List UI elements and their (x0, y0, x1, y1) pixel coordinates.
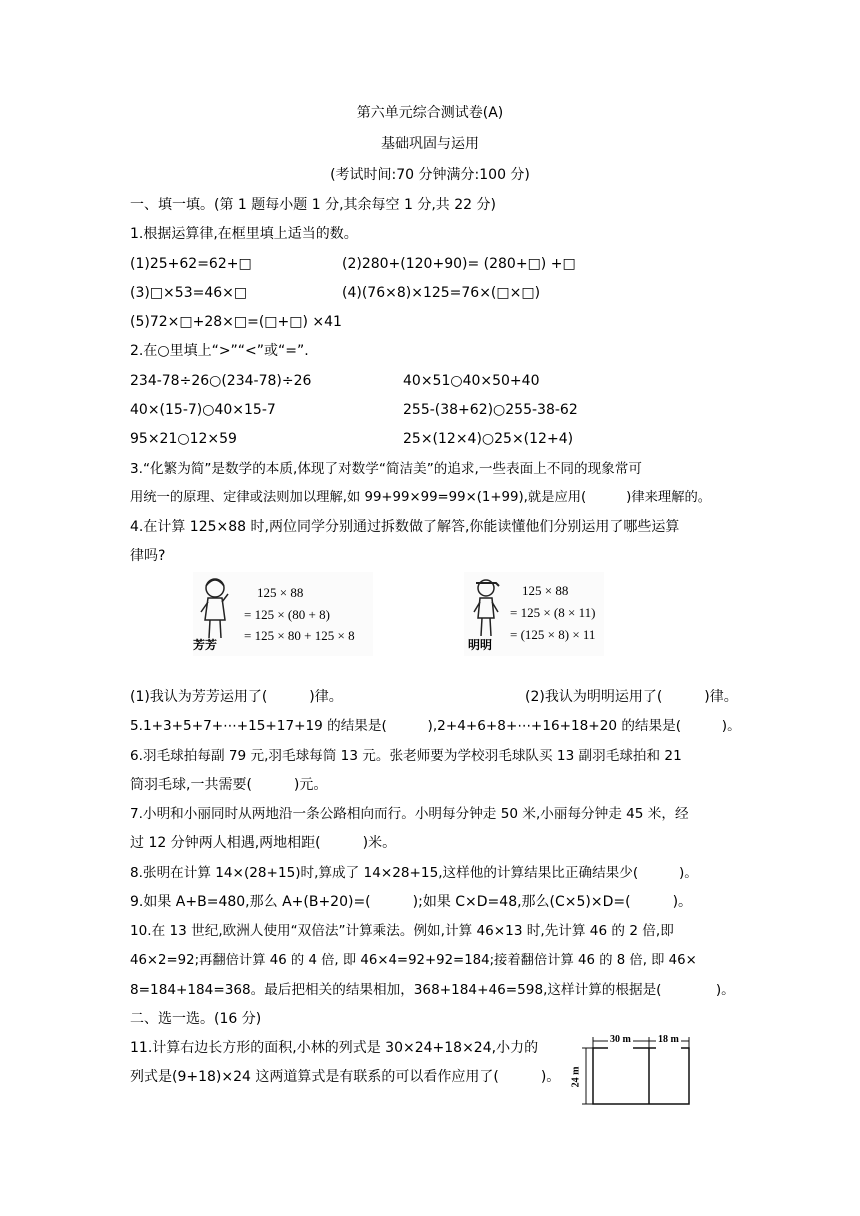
page-subtitle: 基础巩固与运用 (381, 136, 479, 152)
mingming-step: 125 × 88 (522, 583, 569, 598)
question-5: 5.1+3+5+7+⋯+15+17+19 的结果是( ),2+4+6+8+⋯+16+18+20 的结果是( )。 (130, 718, 741, 734)
question-3-line2: 用统一的原理、定律或法则加以理解,如 99+99×99=99×(1+99),就是应用( )律来理解的。 (130, 490, 712, 505)
question-2-item: 95×21○12×59 (130, 431, 237, 447)
question-4-line2: 律吗? (130, 548, 166, 564)
question-2-item: 40×(15-7)○40×15-7 (130, 402, 276, 418)
question-1-item: (3)□×53=46×□ (130, 285, 248, 301)
dimension-top-right: 18 m (656, 1031, 681, 1049)
question-1-item: (1)25+62=62+□ (130, 256, 252, 272)
question-4-answer-2: (2)我认为明明运用了( )律。 (525, 689, 738, 705)
fangfang-step: = 125 × (80 + 8) (244, 607, 330, 622)
rectangle-diagram (570, 1034, 694, 1110)
question-2-text: 2.在○里填上“>”“<”或“=”. (130, 343, 309, 359)
question-2-item: 234-78÷26○(234-78)÷26 (130, 373, 312, 389)
question-1-item: (5)72×□+28×□=(□+□) ×41 (130, 314, 342, 330)
fangfang-figure (193, 572, 373, 656)
mingming-step: = (125 × 8) × 11 (510, 627, 596, 642)
fangfang-step: = 125 × 80 + 125 × 8 (244, 628, 355, 643)
question-6-line1: 6.羽毛球拍每副 79 元,羽毛球每筒 13 元。张老师要为学校羽毛球队买 13 副羽毛球拍和 21 (130, 748, 682, 764)
question-4-line1: 4.在计算 125×88 时,两位同学分别通过拆数做了解答,你能读懂他们分别运用了哪些运算 (130, 519, 680, 535)
question-10-line1: 10.在 13 世纪,欧洲人使用“双倍法”计算乘法。例如,计算 46×13 时,先计算 46 的 2 倍,即 (130, 923, 674, 939)
page-title: 第六单元综合测试卷(A) (356, 105, 504, 121)
question-1-item: (2)280+(120+90)= (280+□) +□ (342, 256, 576, 272)
mingming-step: = 125 × (8 × 11) (510, 605, 596, 620)
mingming-figure (464, 572, 604, 656)
question-1-item: (4)(76×8)×125=76×(□×□) (342, 285, 541, 301)
question-11-line1: 11.计算右边长方形的面积,小林的列式是 30×24+18×24,小力的 (130, 1040, 539, 1056)
exam-info: (考试时间:70 分钟满分:100 分) (330, 167, 530, 183)
fangfang-name: 芳芳 (193, 638, 218, 652)
question-4-answer-1: (1)我认为芳芳运用了( )律。 (130, 689, 343, 705)
section-heading-choose: 二、选一选。(16 分) (130, 1011, 262, 1027)
dimension-top-left: 30 m (608, 1031, 633, 1049)
question-8: 8.张明在计算 14×(28+15)时,算成了 14×28+15,这样他的计算结果比正确结果少( )。 (130, 865, 698, 881)
question-6-line2: 筒羽毛球,一共需要( )元。 (130, 777, 328, 793)
question-9: 9.如果 A+B=480,那么 A+(B+20)=( );如果 C×D=48,那么(C×5)×D=( )。 (130, 894, 693, 910)
question-10-line3: 8=184+184=368。最后把相关的结果相加，368+184+46=598,这样计算的根据是( )。 (130, 982, 735, 998)
question-1-text: 1.根据运算律,在框里填上适当的数。 (130, 226, 358, 242)
question-10-line2: 46×2=92;再翻倍计算 46 的 4 倍, 即 46×4=92+92=184;接着翻倍计算 46 的 8 倍, 即 46× (130, 953, 697, 968)
question-11-line2: 列式是(9+18)×24 这两道算式是有联系的可以看作应用了( )。 (130, 1069, 561, 1085)
dimension-side: 24 m (567, 1067, 585, 1088)
section-heading-fill-in: 一、填一填。(第 1 题每小题 1 分,其余每空 1 分,共 22 分) (130, 197, 496, 213)
question-3-line1: 3.“化繁为简”是数学的本质,体现了对数学“简洁美”的追求,一些表面上不同的现象常可 (130, 461, 642, 477)
mingming-name: 明明 (468, 638, 493, 652)
fangfang-step: 125 × 88 (257, 585, 304, 600)
question-2-item: 25×(12×4)○25×(12+4) (403, 431, 574, 447)
question-7-line1: 7.小明和小丽同时从两地沿一条公路相向而行。小明每分钟走 50 米,小丽每分钟走 45 米，经 (130, 806, 689, 822)
question-2-item: 40×51○40×50+40 (403, 373, 540, 389)
question-2-item: 255-(38+62)○255-38-62 (403, 402, 578, 418)
question-7-line2: 过 12 分钟两人相遇,两地相距( )米。 (130, 835, 397, 851)
